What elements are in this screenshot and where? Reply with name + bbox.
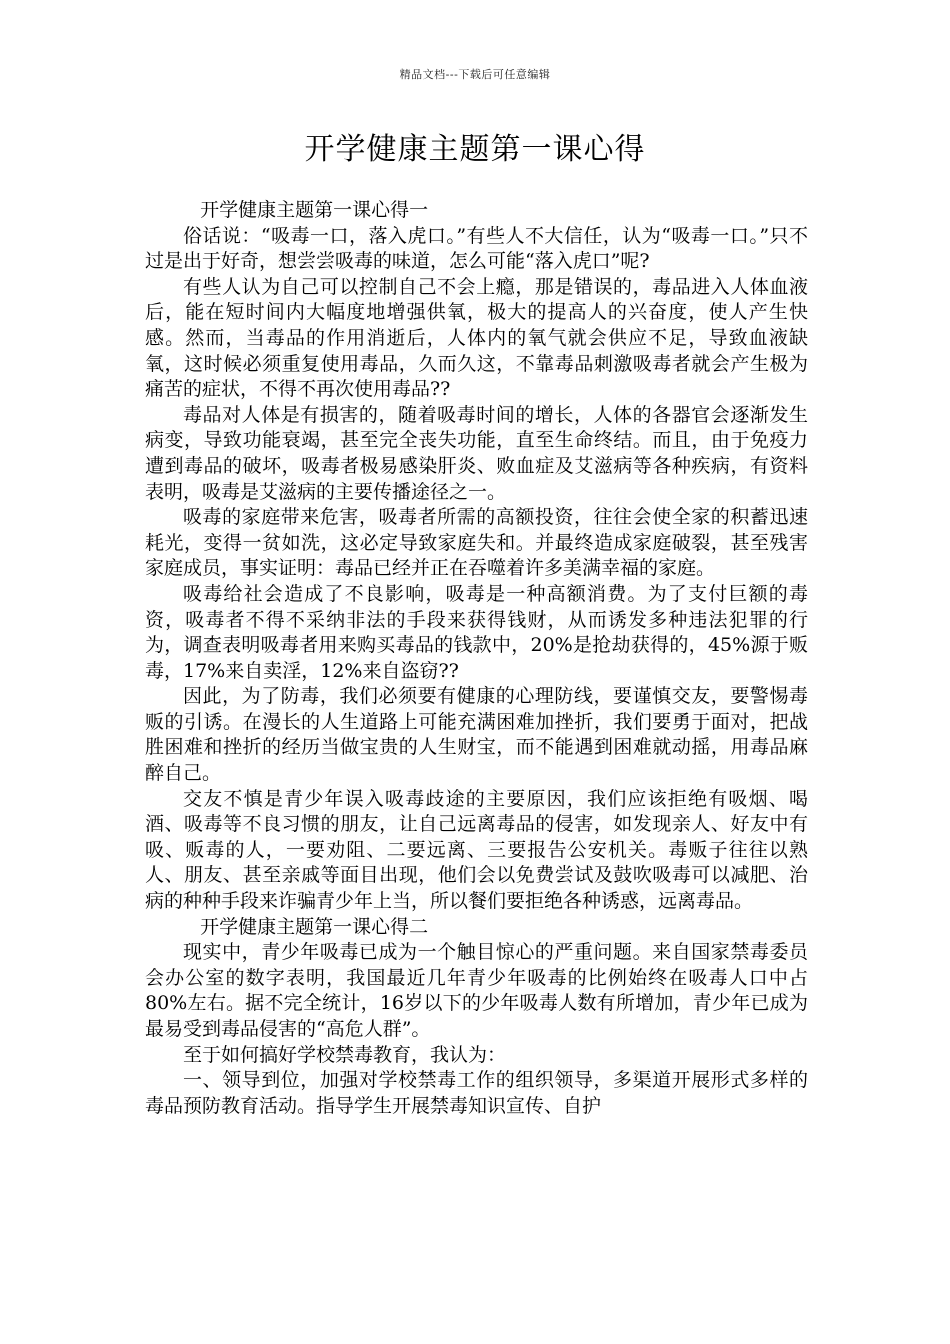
section-heading: 开学健康主题第一课心得一 xyxy=(200,199,429,221)
section-heading: 开学健康主题第一课心得二 xyxy=(200,915,429,938)
body-paragraph: 因此，为了防毒，我们必须要有健康的心理防线，要谨慎交友，要警惕毒贩的引诱。在漫长的人生道路上可能充满困难加挫折，我们要勇于面对，把战胜困难和挫折的经历当做宝贵的人生财宝，而不能遇到困难就动摇，用毒品麻醉自己。 xyxy=(145,685,808,785)
body-paragraph: 一、领导到位，加强对学校禁毒工作的组织领导，多渠道开展形式多样的毒品预防教育活动。指导学生开展禁毒知识宣传、自护 xyxy=(145,1069,808,1117)
body-paragraph: 现实中，青少年吸毒已成为一个触目惊心的严重问题。来自国家禁毒委员会办公室的数字表明，我国最近几年青少年吸毒的比例始终在吸毒人口中占80%左右。据不完全统计，16岁以下的少年吸毒人数有所增加，青少年已成为最易受到毒品侵害的“高危人群”。 xyxy=(145,941,808,1040)
body-paragraph: 俗话说：“吸毒一口，落入虎口。”有些人不大信任，认为“吸毒一口。”只不过是出于好奇，想尝尝吸毒的味道，怎么可能“落入虎口”呢? xyxy=(145,224,808,273)
body-paragraph: 至于如何搞好学校禁毒教育，我认为： xyxy=(183,1043,507,1066)
page-header-note: 精品文档---下载后可任意编辑 xyxy=(399,68,551,81)
document-body xyxy=(145,198,808,1238)
body-paragraph: 吸毒给社会造成了不良影响，吸毒是一种高额消费。为了支付巨额的毒资，吸毒者不得不采纳非法的手段来获得钱财，从而诱发多种违法犯罪的行为，调查表明吸毒者用来购买毒品的钱款中，20%是抢劫获得的，45%源于贩毒，17%来自卖淫，12%来自盗窃?? xyxy=(145,582,808,682)
body-paragraph: 有些人认为自己可以控制自己不会上瘾，那是错误的，毒品进入人体血液后，能在短时间内大幅度地增强供氧，极大的提高人的兴奋度，使人产生快感。然而，当毒品的作用消逝后，人体内的氧气就会供应不足，导致血液缺氧，这时候必须重复使用毒品，久而久这，不靠毒品刺激吸毒者就会产生极为痛苦的症状，不得不再次使用毒品?? xyxy=(145,275,808,401)
body-paragraph: 交友不慎是青少年误入吸毒歧途的主要原因，我们应该拒绝有吸烟、喝酒、吸毒等不良习惯的朋友，让自己远离毒品的侵害，如发现亲人、好友中有吸、贩毒的人，一要劝阻、二要远离、三要报告公安机关。毒贩子往往以熟人、朋友、甚至亲戚等面目出现，他们会以免费尝试及鼓吹吸毒可以减肥、治病的种种手段来诈骗青少年上当，所以餐们要拒绝各种诱惑，远离毒品。 xyxy=(145,787,808,913)
body-paragraph: 吸毒的家庭带来危害，吸毒者所需的高额投资，往往会使全家的积蓄迅速耗光，变得一贫如洗，这必定导致家庭失和。并最终造成家庭破裂，甚至残害家庭成员，事实证明：毒品已经并正在吞噬着许多美满幸福的家庭。 xyxy=(145,506,808,580)
body-paragraph: 毒品对人体是有损害的，随着吸毒时间的增长，人体的各器官会逐渐发生病变，导致功能衰竭，甚至完全丧失功能，直至生命终结。而且，由于免疫力遭到毒品的破坏，吸毒者极易感染肝炎、败血症及艾滋病等各种疾病，有资料表明，吸毒是艾滋病的主要传播途径之一。 xyxy=(145,403,808,503)
document-title: 开学健康主题第一课心得 xyxy=(304,132,646,167)
